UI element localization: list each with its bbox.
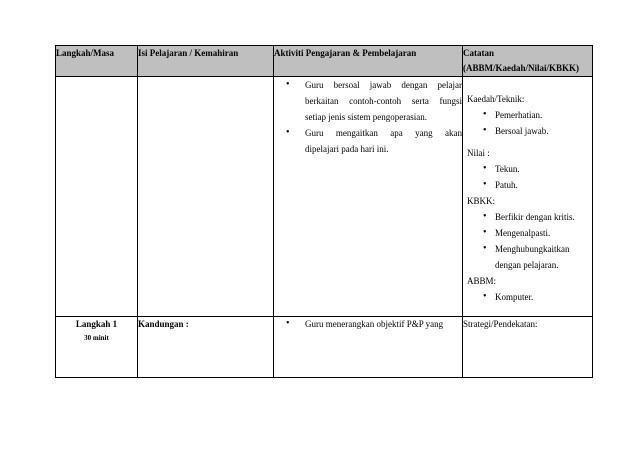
intro-notes-cell — [463, 77, 593, 317]
activity-item: • Guru mengaitkan apa yang akan dipelajari pada hari ini. — [286, 127, 462, 154]
nilai-label: Nilai : — [467, 148, 490, 158]
bullet-icon: • — [483, 163, 487, 174]
activity-item: • Guru menerangkan objektif P&P yang — [286, 318, 444, 329]
step1-activity-list — [274, 317, 462, 331]
bullet-icon: • — [286, 318, 290, 329]
nilai-list — [467, 161, 588, 193]
step1-row — [56, 317, 593, 378]
kaedah-label: Kaedah/Teknik: — [467, 94, 525, 104]
header-langkah-masa: Langkah/Masa — [56, 46, 138, 77]
list-item: • Patuh. — [483, 179, 518, 190]
bullet-icon: • — [483, 211, 487, 222]
step-label: Langkah 1 — [75, 319, 118, 329]
bullet-icon: • — [483, 125, 487, 136]
kbkk-label: KBKK: — [467, 196, 496, 206]
bullet-icon: • — [483, 179, 487, 190]
list-item: • Bersoal jawab. — [483, 125, 549, 136]
kaedah-list — [467, 107, 588, 139]
header-catatan: Catatan (ABBM/Kaedah/Nilai/KBKK) — [463, 46, 593, 77]
list-item: • Menghubungkaitkan — [483, 243, 570, 254]
bullet-icon: • — [286, 79, 290, 90]
kbkk-list — [467, 209, 588, 273]
intro-activity-list — [274, 77, 462, 157]
step1-langkah-cell — [56, 317, 138, 378]
notes-block — [463, 77, 592, 305]
header-row — [56, 46, 593, 77]
abbm-list — [467, 289, 588, 305]
list-item: • Pemerhatian. — [483, 109, 543, 120]
lesson-plan-table — [55, 45, 593, 378]
intro-isi-cell — [138, 77, 274, 317]
header-isi-pelajaran: Isi Pelajaran / Kemahiran — [138, 46, 274, 77]
intro-row — [56, 77, 593, 317]
list-item: • Tekun. — [483, 163, 520, 174]
step1-activity-cell — [274, 317, 463, 378]
bullet-icon: • — [483, 109, 487, 120]
header-aktiviti: Aktiviti Pengajaran & Pembelajaran — [274, 46, 463, 77]
bullet-icon: • — [483, 227, 487, 238]
bullet-icon: • — [483, 243, 487, 254]
list-item-continuation: dengan pelajaran. — [495, 260, 559, 270]
bullet-icon: • — [483, 291, 487, 302]
step-time: 30 minit — [84, 334, 109, 342]
list-item: • Komputer. — [483, 291, 534, 302]
step1-strategy-cell: Strategi/Pendekatan: — [463, 317, 593, 378]
activity-item: • Guru bersoal jawab dengan pelajar berkaitan contoh-contoh serta fungsi setiap jenis sistem pengoperasian. — [286, 79, 462, 122]
abbm-label: ABBM: — [467, 276, 497, 286]
step1-content-cell: Kandungan : — [138, 317, 274, 378]
list-item: • Mengenalpasti. — [483, 227, 551, 238]
bullet-icon: • — [286, 127, 290, 138]
intro-langkah-cell — [56, 77, 138, 317]
intro-activity-cell — [274, 77, 463, 317]
list-item: • Berfikir dengan kritis. — [483, 211, 575, 222]
